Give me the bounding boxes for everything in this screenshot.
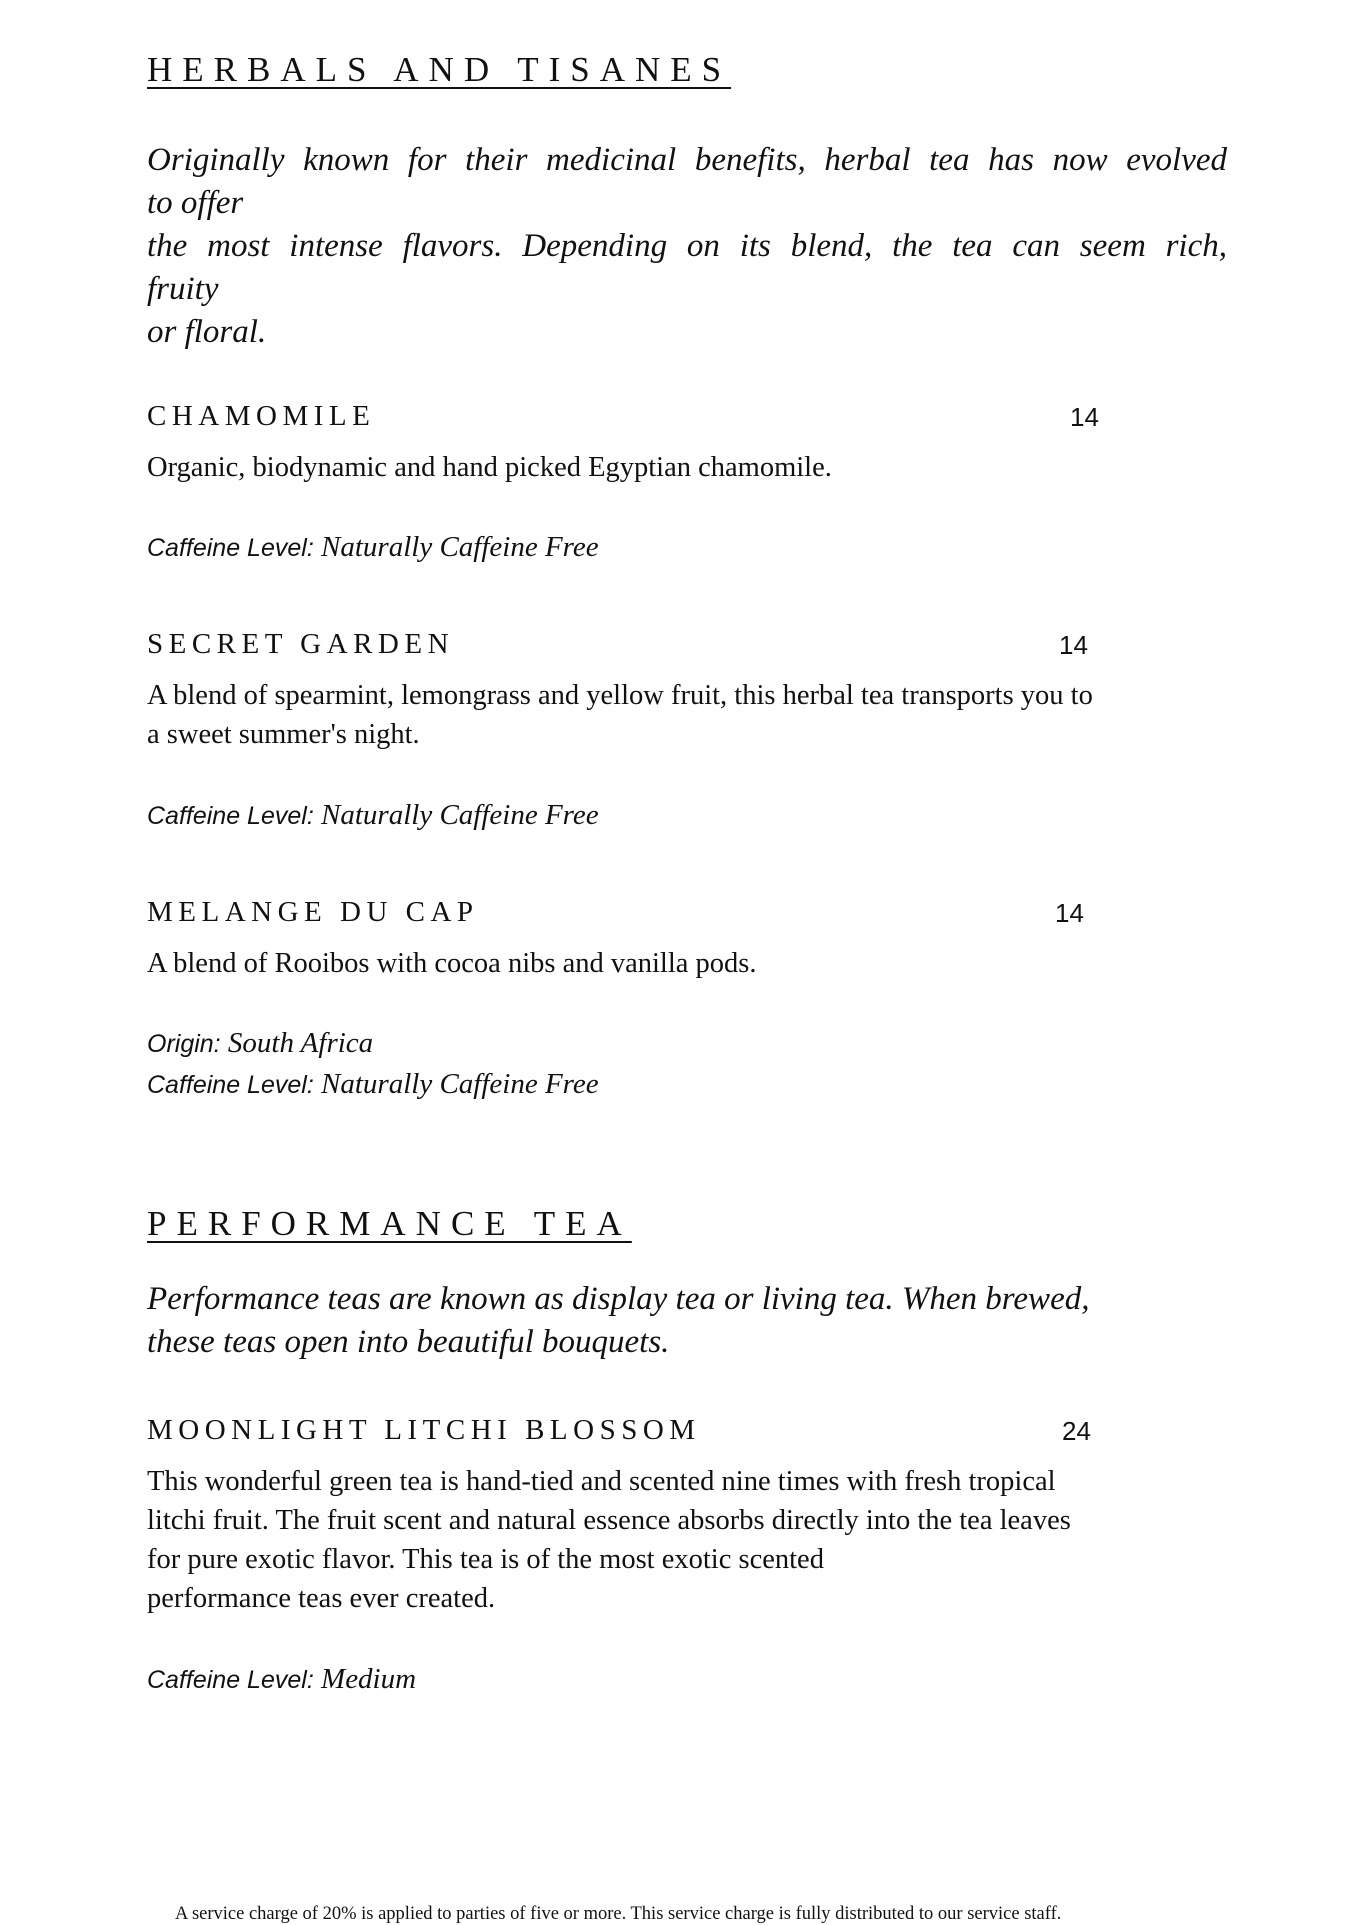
description-line: A blend of spearmint, lemongrass and yellow fruit, this herbal tea transports you to — [147, 680, 1093, 711]
caffeine-level-secret-garden — [147, 799, 599, 832]
section-intro-performance — [147, 1278, 1227, 1364]
caffeine-level-melange-du-cap — [147, 1068, 599, 1101]
intro-line: fruity — [147, 271, 219, 307]
description-line: a sweet summer's night. — [147, 719, 420, 750]
item-description-moonlight-litchi-blossom — [147, 1462, 1071, 1618]
description-line: Organic, biodynamic and hand picked Egyptian chamomile. — [147, 452, 832, 483]
description-line: performance teas ever created. — [147, 1583, 496, 1614]
intro-line: Originally known for their medicinal benefits, herbal tea has now evolved — [147, 142, 1227, 178]
caffeine-value: Naturally Caffeine Free — [321, 531, 599, 563]
intro-line: or floral. — [147, 314, 267, 350]
caffeine-label: Caffeine Level: — [147, 534, 314, 562]
caffeine-level-chamomile — [147, 531, 599, 564]
section-title-herbals: HERBALS AND TISANES — [147, 50, 732, 89]
caffeine-label: Caffeine Level: — [147, 802, 314, 830]
item-description-secret-garden — [147, 676, 1093, 754]
origin-value: South Africa — [227, 1027, 374, 1059]
item-name-melange-du-cap: MELANGE DU CAP — [147, 896, 479, 928]
description-line: This wonderful green tea is hand-tied and scented nine times with fresh tropical — [147, 1466, 1056, 1497]
service-charge-footer: A service charge of 20% is applied to parties of five or more. This service charge is fully distributed to our service staff. — [175, 1904, 1062, 1924]
caffeine-label: Caffeine Level: — [147, 1666, 314, 1694]
caffeine-value: Medium — [321, 1663, 417, 1695]
origin-label: Origin: — [147, 1030, 221, 1058]
item-description-chamomile — [147, 448, 832, 487]
intro-line: Performance teas are known as display tea or living tea. When brewed, — [147, 1281, 1090, 1317]
item-price-moonlight-litchi-blossom: 24 — [1062, 1416, 1091, 1446]
item-name-moonlight-litchi-blossom: MOONLIGHT LITCHI BLOSSOM — [147, 1414, 701, 1446]
section-title-performance: PERFORMANCE TEA — [147, 1204, 632, 1243]
description-line: A blend of Rooibos with cocoa nibs and vanilla pods. — [147, 948, 757, 979]
origin-melange-du-cap — [147, 1027, 373, 1060]
item-description-melange-du-cap — [147, 944, 757, 983]
description-line: litchi fruit. The fruit scent and natural essence absorbs directly into the tea leaves — [147, 1505, 1071, 1536]
item-name-chamomile: CHAMOMILE — [147, 400, 376, 432]
intro-line: these teas open into beautiful bouquets. — [147, 1324, 670, 1360]
item-price-chamomile: 14 — [1070, 402, 1099, 432]
caffeine-label: Caffeine Level: — [147, 1071, 314, 1099]
item-price-secret-garden: 14 — [1059, 630, 1088, 660]
description-line: for pure exotic flavor. This tea is of the most exotic scented — [147, 1544, 824, 1575]
intro-line: to offer — [147, 185, 244, 221]
section-intro-herbals — [147, 139, 1227, 354]
item-name-secret-garden: SECRET GARDEN — [147, 628, 455, 660]
item-price-melange-du-cap: 14 — [1055, 898, 1084, 928]
caffeine-level-moonlight-litchi-blossom — [147, 1663, 416, 1696]
caffeine-value: Naturally Caffeine Free — [321, 799, 599, 831]
caffeine-value: Naturally Caffeine Free — [321, 1068, 599, 1100]
intro-line: the most intense flavors. Depending on its blend, the tea can seem rich, — [147, 228, 1227, 264]
